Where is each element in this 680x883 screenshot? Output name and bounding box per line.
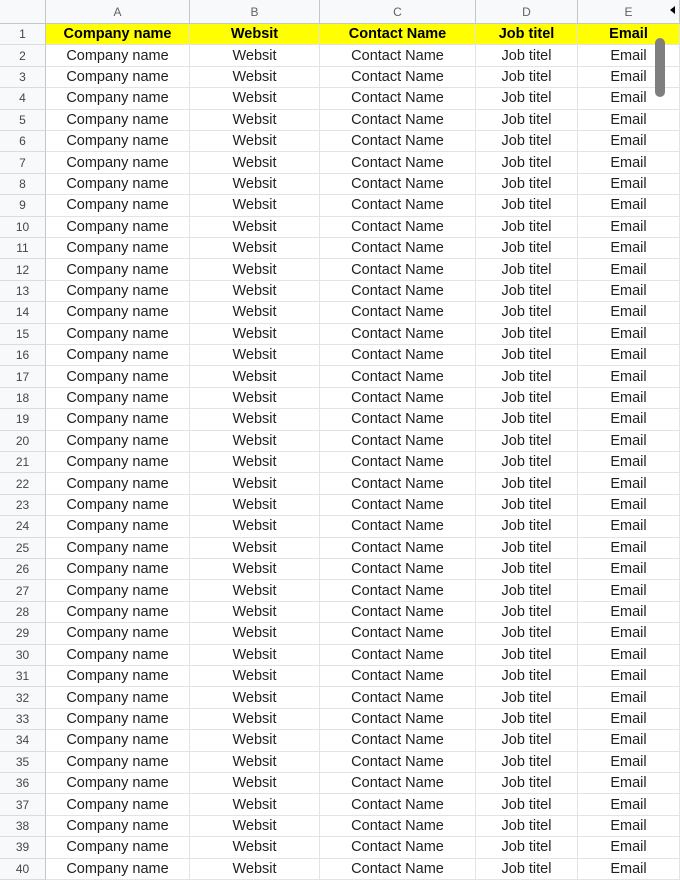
data-cell[interactable]: Job titel (476, 366, 578, 387)
table-row (0, 152, 680, 173)
row-number[interactable]: 13 (0, 281, 46, 302)
data-cell[interactable]: Websit (190, 687, 320, 708)
data-cell[interactable]: Contact Name (320, 174, 476, 195)
data-cell[interactable]: Websit (190, 174, 320, 195)
column-header-a[interactable]: A (46, 0, 190, 24)
row-number[interactable]: 34 (0, 730, 46, 751)
column-header-b[interactable]: B (190, 0, 320, 24)
data-cell[interactable]: Websit (190, 431, 320, 452)
data-cell[interactable]: Websit (190, 259, 320, 280)
data-cell[interactable]: Contact Name (320, 45, 476, 66)
data-cell[interactable]: Job titel (476, 816, 578, 837)
data-cell[interactable]: Email (578, 174, 680, 195)
row-number[interactable]: 29 (0, 623, 46, 644)
table-row (0, 773, 680, 794)
data-cell[interactable]: Websit (190, 602, 320, 623)
row-number[interactable]: 35 (0, 752, 46, 773)
column-header-d[interactable]: D (476, 0, 578, 24)
data-cell[interactable]: Job titel (476, 259, 578, 280)
table-row (0, 730, 680, 751)
data-cell[interactable]: Email (578, 816, 680, 837)
header-cell-a[interactable]: Company name (46, 24, 190, 45)
data-cell[interactable]: Websit (190, 623, 320, 644)
data-cell[interactable]: Contact Name (320, 516, 476, 537)
table-row (0, 409, 680, 430)
data-cell[interactable]: Websit (190, 516, 320, 537)
row-number[interactable]: 8 (0, 174, 46, 195)
table-row (0, 538, 680, 559)
data-cell[interactable]: Contact Name (320, 345, 476, 366)
data-cell[interactable]: Contact Name (320, 195, 476, 216)
data-cell[interactable]: Contact Name (320, 431, 476, 452)
data-cell[interactable]: Email (578, 452, 680, 473)
data-cell[interactable]: Email (578, 217, 680, 238)
data-cell[interactable]: Company name (46, 752, 190, 773)
data-cell[interactable]: Job titel (476, 88, 578, 109)
row-number[interactable]: 25 (0, 538, 46, 559)
table-row (0, 452, 680, 473)
table-row (0, 816, 680, 837)
data-cell[interactable]: Company name (46, 516, 190, 537)
data-cell[interactable]: Websit (190, 859, 320, 880)
data-cell[interactable]: Contact Name (320, 623, 476, 644)
table-row (0, 687, 680, 708)
data-cell[interactable]: Job titel (476, 752, 578, 773)
data-cell[interactable]: Websit (190, 752, 320, 773)
data-cell[interactable]: Company name (46, 345, 190, 366)
row-number[interactable]: 10 (0, 217, 46, 238)
data-cell[interactable]: Job titel (476, 473, 578, 494)
header-cell-c[interactable]: Contact Name (320, 24, 476, 45)
table-row (0, 473, 680, 494)
row-number[interactable]: 7 (0, 152, 46, 173)
row-number[interactable]: 38 (0, 816, 46, 837)
data-cell[interactable]: Email (578, 259, 680, 280)
data-cell[interactable]: Job titel (476, 538, 578, 559)
data-cell[interactable]: Company name (46, 88, 190, 109)
data-cell[interactable]: Email (578, 752, 680, 773)
data-cell[interactable]: Contact Name (320, 409, 476, 430)
row-number[interactable]: 5 (0, 110, 46, 131)
data-cell[interactable]: Job titel (476, 645, 578, 666)
data-cell[interactable]: Company name (46, 666, 190, 687)
data-cell[interactable]: Websit (190, 709, 320, 730)
data-cell[interactable]: Job titel (476, 217, 578, 238)
data-cell[interactable]: Websit (190, 45, 320, 66)
table-row (0, 431, 680, 452)
data-cell[interactable]: Company name (46, 580, 190, 601)
table-row (0, 88, 680, 109)
data-cell[interactable]: Email (578, 409, 680, 430)
data-cell[interactable]: Job titel (476, 794, 578, 815)
data-cell[interactable]: Company name (46, 794, 190, 815)
data-cell[interactable]: Job titel (476, 302, 578, 323)
data-cell[interactable]: Company name (46, 602, 190, 623)
data-cell[interactable]: Email (578, 195, 680, 216)
table-row (0, 602, 680, 623)
data-cell[interactable]: Job titel (476, 773, 578, 794)
data-cell[interactable]: Job titel (476, 730, 578, 751)
data-cell[interactable]: Contact Name (320, 88, 476, 109)
data-cell[interactable]: Company name (46, 324, 190, 345)
data-cell[interactable]: Websit (190, 195, 320, 216)
row-number[interactable]: 11 (0, 238, 46, 259)
data-cell[interactable]: Websit (190, 217, 320, 238)
data-cell[interactable]: Email (578, 473, 680, 494)
data-cell[interactable]: Contact Name (320, 816, 476, 837)
row-number[interactable]: 17 (0, 366, 46, 387)
data-cell[interactable]: Websit (190, 345, 320, 366)
data-cell[interactable]: Contact Name (320, 67, 476, 88)
data-cell[interactable]: Company name (46, 773, 190, 794)
data-cell[interactable]: Contact Name (320, 388, 476, 409)
data-cell[interactable]: Email (578, 67, 680, 88)
table-row (0, 794, 680, 815)
table-row (0, 580, 680, 601)
data-cell[interactable]: Job titel (476, 580, 578, 601)
row-number[interactable]: 19 (0, 409, 46, 430)
header-cell-d[interactable]: Job titel (476, 24, 578, 45)
data-cell[interactable]: Websit (190, 131, 320, 152)
data-cell[interactable]: Websit (190, 773, 320, 794)
row-number[interactable]: 15 (0, 324, 46, 345)
data-cell[interactable]: Websit (190, 281, 320, 302)
data-cell[interactable]: Websit (190, 837, 320, 858)
data-cell[interactable]: Company name (46, 623, 190, 644)
data-cell[interactable]: Company name (46, 816, 190, 837)
table-row (0, 559, 680, 580)
data-cell[interactable]: Company name (46, 709, 190, 730)
data-cell[interactable]: Websit (190, 666, 320, 687)
data-cell[interactable]: Websit (190, 88, 320, 109)
table-row (0, 110, 680, 131)
data-cell[interactable]: Contact Name (320, 709, 476, 730)
data-cell[interactable]: Company name (46, 495, 190, 516)
table-row (0, 174, 680, 195)
table-row (0, 837, 680, 858)
row-number[interactable]: 3 (0, 67, 46, 88)
data-cell[interactable]: Contact Name (320, 559, 476, 580)
data-cell[interactable]: Company name (46, 431, 190, 452)
row-number[interactable]: 22 (0, 473, 46, 494)
data-cell[interactable]: Company name (46, 259, 190, 280)
column-header-c[interactable]: C (320, 0, 476, 24)
table-row (0, 281, 680, 302)
table-row (0, 623, 680, 644)
row-number[interactable]: 28 (0, 602, 46, 623)
data-cell[interactable]: Contact Name (320, 645, 476, 666)
table-row (0, 495, 680, 516)
data-cell[interactable]: Contact Name (320, 580, 476, 601)
data-cell[interactable]: Email (578, 366, 680, 387)
row-number[interactable]: 26 (0, 559, 46, 580)
data-cell[interactable]: Contact Name (320, 666, 476, 687)
data-cell[interactable]: Websit (190, 645, 320, 666)
data-cell[interactable]: Job titel (476, 409, 578, 430)
table-row (0, 131, 680, 152)
data-cell[interactable]: Email (578, 730, 680, 751)
row-number[interactable]: 21 (0, 452, 46, 473)
data-cell[interactable]: Company name (46, 302, 190, 323)
data-cell[interactable]: Contact Name (320, 217, 476, 238)
data-cell[interactable]: Websit (190, 110, 320, 131)
data-cell[interactable]: Email (578, 495, 680, 516)
data-cell[interactable]: Company name (46, 366, 190, 387)
data-cell[interactable]: Job titel (476, 602, 578, 623)
data-cell[interactable]: Contact Name (320, 366, 476, 387)
data-cell[interactable]: Job titel (476, 623, 578, 644)
row-number[interactable]: 23 (0, 495, 46, 516)
data-cell[interactable]: Websit (190, 816, 320, 837)
row-number[interactable]: 30 (0, 645, 46, 666)
data-cell[interactable]: Contact Name (320, 495, 476, 516)
data-cell[interactable]: Job titel (476, 67, 578, 88)
data-cell[interactable]: Email (578, 687, 680, 708)
data-cell[interactable]: Company name (46, 473, 190, 494)
data-cell[interactable]: Company name (46, 837, 190, 858)
data-cell[interactable]: Contact Name (320, 131, 476, 152)
data-cell[interactable]: Company name (46, 217, 190, 238)
data-cell[interactable]: Websit (190, 152, 320, 173)
vertical-scrollbar-thumb[interactable] (655, 38, 665, 97)
data-cell[interactable]: Email (578, 45, 680, 66)
data-cell[interactable]: Email (578, 859, 680, 880)
data-cell[interactable]: Websit (190, 580, 320, 601)
data-cell[interactable]: Contact Name (320, 238, 476, 259)
table-row (0, 366, 680, 387)
data-cell[interactable]: Email (578, 773, 680, 794)
data-cell[interactable]: Websit (190, 324, 320, 345)
data-cell[interactable]: Job titel (476, 559, 578, 580)
data-cell[interactable]: Email (578, 324, 680, 345)
data-cell[interactable]: Email (578, 302, 680, 323)
data-cell[interactable]: Email (578, 516, 680, 537)
data-cell[interactable]: Job titel (476, 152, 578, 173)
header-cell-e[interactable]: Email (578, 24, 680, 45)
data-cell[interactable]: Email (578, 794, 680, 815)
table-row (0, 645, 680, 666)
data-cell[interactable]: Contact Name (320, 452, 476, 473)
data-cell[interactable]: Websit (190, 473, 320, 494)
data-cell[interactable]: Contact Name (320, 302, 476, 323)
data-cell[interactable]: Email (578, 559, 680, 580)
data-cell[interactable]: Company name (46, 174, 190, 195)
data-cell[interactable]: Job titel (476, 452, 578, 473)
row-number[interactable]: 12 (0, 259, 46, 280)
data-cell[interactable]: Email (578, 238, 680, 259)
data-cell[interactable]: Websit (190, 366, 320, 387)
data-cell[interactable]: Email (578, 623, 680, 644)
data-cell[interactable]: Company name (46, 152, 190, 173)
data-cell[interactable]: Contact Name (320, 324, 476, 345)
data-cell[interactable]: Email (578, 281, 680, 302)
table-row (0, 45, 680, 66)
data-cell[interactable]: Job titel (476, 666, 578, 687)
row-number[interactable]: 16 (0, 345, 46, 366)
data-cell[interactable]: Job titel (476, 687, 578, 708)
table-row (0, 238, 680, 259)
data-cell[interactable]: Company name (46, 131, 190, 152)
data-cell[interactable]: Contact Name (320, 110, 476, 131)
table-row (0, 217, 680, 238)
data-cell[interactable]: Contact Name (320, 473, 476, 494)
data-cell[interactable]: Websit (190, 495, 320, 516)
table-row (0, 752, 680, 773)
table-row (0, 195, 680, 216)
triangle-left-icon[interactable] (670, 6, 675, 14)
data-cell[interactable]: Job titel (476, 431, 578, 452)
data-cell[interactable]: Email (578, 709, 680, 730)
data-cell[interactable]: Websit (190, 409, 320, 430)
data-cell[interactable]: Websit (190, 538, 320, 559)
data-cell[interactable]: Company name (46, 195, 190, 216)
data-cell[interactable]: Email (578, 538, 680, 559)
data-cell[interactable]: Company name (46, 409, 190, 430)
data-cell[interactable]: Websit (190, 67, 320, 88)
data-cell[interactable]: Job titel (476, 45, 578, 66)
table-row (0, 709, 680, 730)
row-number[interactable]: 9 (0, 195, 46, 216)
table-row (0, 345, 680, 366)
data-cell[interactable]: Job titel (476, 110, 578, 131)
data-cell[interactable]: Job titel (476, 388, 578, 409)
row-number[interactable]: 33 (0, 709, 46, 730)
data-cell[interactable]: Company name (46, 859, 190, 880)
select-all-corner[interactable] (0, 0, 46, 24)
data-cell[interactable]: Company name (46, 452, 190, 473)
row-number[interactable]: 2 (0, 45, 46, 66)
table-row (0, 302, 680, 323)
data-cell[interactable]: Contact Name (320, 687, 476, 708)
data-cell[interactable]: Websit (190, 730, 320, 751)
row-number[interactable]: 39 (0, 837, 46, 858)
data-cell[interactable]: Company name (46, 388, 190, 409)
table-row (0, 259, 680, 280)
row-number[interactable]: 37 (0, 794, 46, 815)
data-cell[interactable]: Company name (46, 687, 190, 708)
table-row (0, 516, 680, 537)
row-number[interactable]: 4 (0, 88, 46, 109)
data-cell[interactable]: Email (578, 602, 680, 623)
header-data-row (0, 24, 680, 45)
data-cell[interactable]: Company name (46, 559, 190, 580)
row-number[interactable]: 24 (0, 516, 46, 537)
row-number[interactable]: 27 (0, 580, 46, 601)
data-cell[interactable]: Contact Name (320, 837, 476, 858)
data-cell[interactable]: Job titel (476, 281, 578, 302)
data-cell[interactable]: Company name (46, 730, 190, 751)
column-header-row (0, 0, 680, 24)
column-header-e[interactable]: E (578, 0, 680, 24)
table-row (0, 859, 680, 880)
data-cell[interactable]: Email (578, 131, 680, 152)
row-number[interactable]: 18 (0, 388, 46, 409)
data-cell[interactable]: Websit (190, 559, 320, 580)
data-cell[interactable]: Websit (190, 238, 320, 259)
data-cell[interactable]: Job titel (476, 174, 578, 195)
row-number[interactable]: 40 (0, 859, 46, 880)
data-cell[interactable]: Email (578, 110, 680, 131)
data-cell[interactable]: Job titel (476, 345, 578, 366)
row-number[interactable]: 20 (0, 431, 46, 452)
row-number[interactable]: 31 (0, 666, 46, 687)
data-cell[interactable]: Email (578, 345, 680, 366)
data-cell[interactable]: Company name (46, 67, 190, 88)
data-cell[interactable]: Company name (46, 645, 190, 666)
data-cell[interactable]: Email (578, 152, 680, 173)
row-number[interactable]: 36 (0, 773, 46, 794)
data-cell[interactable]: Company name (46, 238, 190, 259)
data-cell[interactable]: Contact Name (320, 859, 476, 880)
data-cell[interactable]: Company name (46, 110, 190, 131)
data-cell[interactable]: Websit (190, 452, 320, 473)
data-cell[interactable]: Websit (190, 302, 320, 323)
data-cell[interactable]: Company name (46, 538, 190, 559)
data-cell[interactable]: Email (578, 837, 680, 858)
data-cell[interactable]: Contact Name (320, 281, 476, 302)
data-cell[interactable]: Contact Name (320, 794, 476, 815)
table-row (0, 67, 680, 88)
data-cell[interactable]: Contact Name (320, 773, 476, 794)
data-cell[interactable]: Email (578, 88, 680, 109)
row-number[interactable]: 14 (0, 302, 46, 323)
table-row (0, 666, 680, 687)
data-cell[interactable]: Contact Name (320, 730, 476, 751)
data-cell[interactable]: Job titel (476, 495, 578, 516)
data-cell[interactable]: Email (578, 431, 680, 452)
data-cell[interactable]: Job titel (476, 516, 578, 537)
data-cell[interactable]: Job titel (476, 195, 578, 216)
data-cell[interactable]: Job titel (476, 131, 578, 152)
data-cell[interactable]: Company name (46, 45, 190, 66)
table-row (0, 388, 680, 409)
data-cell[interactable]: Contact Name (320, 538, 476, 559)
row-number[interactable]: 1 (0, 24, 46, 45)
data-cell[interactable]: Job titel (476, 709, 578, 730)
data-cell[interactable]: Websit (190, 388, 320, 409)
row-number[interactable]: 32 (0, 687, 46, 708)
data-cell[interactable]: Job titel (476, 837, 578, 858)
header-cell-b[interactable]: Websit (190, 24, 320, 45)
data-cell[interactable]: Email (578, 645, 680, 666)
data-cell[interactable]: Email (578, 666, 680, 687)
data-cell[interactable]: Company name (46, 281, 190, 302)
data-cell[interactable]: Job titel (476, 238, 578, 259)
data-cell[interactable]: Contact Name (320, 152, 476, 173)
data-cell[interactable]: Contact Name (320, 602, 476, 623)
data-cell[interactable]: Email (578, 388, 680, 409)
row-number[interactable]: 6 (0, 131, 46, 152)
data-cell[interactable]: Email (578, 580, 680, 601)
data-cell[interactable]: Websit (190, 794, 320, 815)
data-cell[interactable]: Job titel (476, 859, 578, 880)
table-row (0, 324, 680, 345)
data-cell[interactable]: Contact Name (320, 752, 476, 773)
data-cell[interactable]: Job titel (476, 324, 578, 345)
data-cell[interactable]: Contact Name (320, 259, 476, 280)
